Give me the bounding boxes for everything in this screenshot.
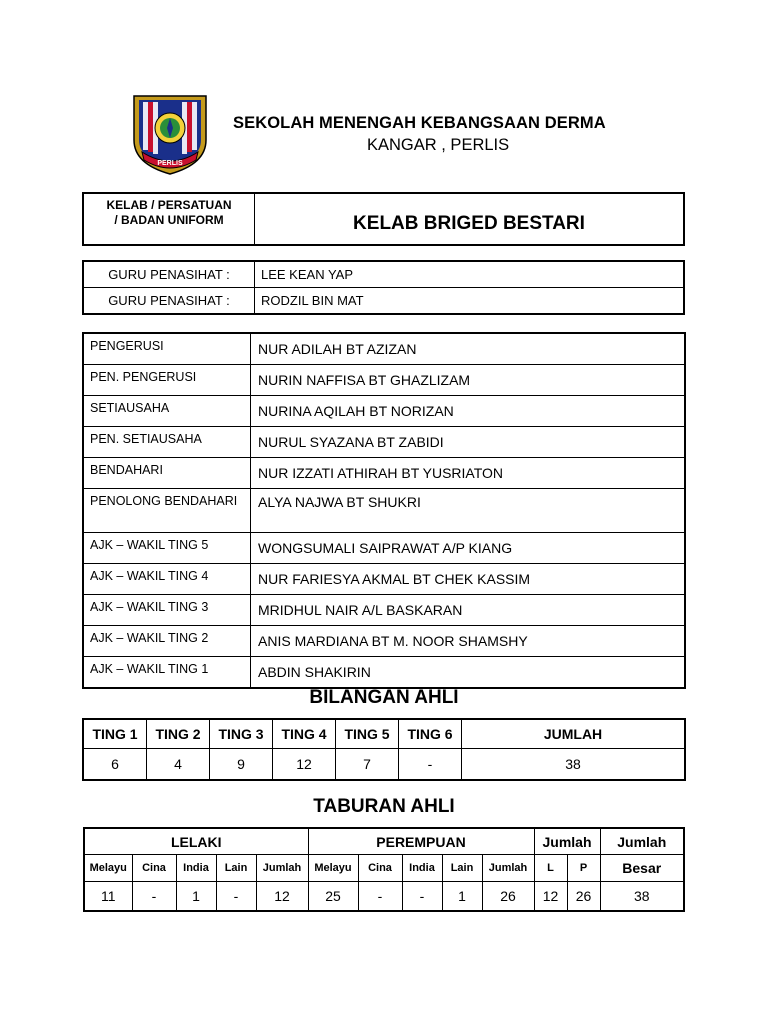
count-value: 7: [336, 749, 399, 781]
dist-value: 1: [442, 882, 482, 912]
committee-position: PENGERUSI: [83, 333, 251, 365]
group-female: PEREMPUAN: [308, 828, 534, 855]
committee-row: [83, 365, 685, 396]
dist-value: 26: [482, 882, 534, 912]
committee-member-name: WONGSUMALI SAIPRAWAT A/P KIANG: [251, 533, 686, 564]
advisor-role: GURU PENASIHAT :: [83, 261, 255, 288]
dist-subheader: L: [534, 855, 567, 882]
count-value: 4: [147, 749, 210, 781]
dist-value: 1: [176, 882, 216, 912]
committee-member-name: NUR FARIESYA AKMAL BT CHEK KASSIM: [251, 564, 686, 595]
committee-position: AJK – WAKIL TING 1: [83, 657, 251, 689]
group-total: Jumlah: [534, 828, 600, 855]
advisor-name: RODZIL BIN MAT: [255, 288, 685, 315]
dist-subheader: Besar: [600, 855, 684, 882]
dist-subheader: Jumlah: [256, 855, 308, 882]
committee-row: [83, 595, 685, 626]
committee-position: AJK – WAKIL TING 3: [83, 595, 251, 626]
dist-value: 38: [600, 882, 684, 912]
dist-value: -: [402, 882, 442, 912]
count-value: 6: [83, 749, 147, 781]
committee-position: AJK – WAKIL TING 4: [83, 564, 251, 595]
club-table: [82, 192, 685, 246]
dist-value: 26: [567, 882, 600, 912]
dist-value: 12: [534, 882, 567, 912]
committee-member-name: NURUL SYAZANA BT ZABIDI: [251, 427, 686, 458]
dist-subheader: Jumlah: [482, 855, 534, 882]
committee-row: [83, 396, 685, 427]
count-header: TING 3: [210, 719, 273, 749]
committee-row: [83, 533, 685, 564]
advisor-row: [83, 261, 684, 288]
dist-value: -: [358, 882, 402, 912]
committee-position: PEN. SETIAUSAHA: [83, 427, 251, 458]
logo-text: PERLIS: [157, 160, 183, 167]
member-count-value-row: [83, 749, 685, 781]
group-grand-total: Jumlah: [600, 828, 684, 855]
dist-subheader: India: [402, 855, 442, 882]
dist-subheader: Melayu: [84, 855, 132, 882]
committee-member-name: MRIDHUL NAIR A/L BASKARAN: [251, 595, 686, 626]
committee-position: PEN. PENGERUSI: [83, 365, 251, 396]
committee-member-name: ALYA NAJWA BT SHUKRI: [251, 489, 686, 533]
club-name: KELAB BRIGED BESTARI: [255, 193, 685, 245]
school-name: SEKOLAH MENENGAH KEBANGSAAN DERMA: [233, 114, 606, 132]
distribution-table: [83, 827, 685, 912]
member-count-header-row: [83, 719, 685, 749]
count-header-total: JUMLAH: [462, 719, 686, 749]
count-header: TING 4: [273, 719, 336, 749]
dist-subheader: Melayu: [308, 855, 358, 882]
dist-value: -: [216, 882, 256, 912]
dist-subheader: Lain: [442, 855, 482, 882]
committee-member-name: ANIS MARDIANA BT M. NOOR SHAMSHY: [251, 626, 686, 657]
club-label-line2: / BADAN UNIFORM: [114, 213, 224, 227]
distribution-subheader-row: [84, 855, 684, 882]
member-count-table: [82, 718, 686, 781]
committee-position: AJK – WAKIL TING 2: [83, 626, 251, 657]
member-count-heading: BILANGAN AHLI: [309, 687, 459, 708]
dist-value: 12: [256, 882, 308, 912]
dist-value: -: [132, 882, 176, 912]
committee-row: [83, 333, 685, 365]
committee-row: [83, 427, 685, 458]
committee-position: PENOLONG BENDAHARI: [83, 489, 251, 533]
dist-subheader: P: [567, 855, 600, 882]
committee-row: [83, 564, 685, 595]
dist-value: 25: [308, 882, 358, 912]
committee-member-name: NUR IZZATI ATHIRAH BT YUSRIATON: [251, 458, 686, 489]
club-label-line1: KELAB / PERSATUAN: [106, 198, 232, 212]
committee-row: [83, 489, 685, 533]
count-header: TING 2: [147, 719, 210, 749]
committee-member-name: NURINA AQILAH BT NORIZAN: [251, 396, 686, 427]
dist-subheader: Cina: [358, 855, 402, 882]
count-header: TING 6: [399, 719, 462, 749]
advisor-row: [83, 288, 684, 315]
distribution-value-row: [84, 882, 684, 912]
dist-subheader: India: [176, 855, 216, 882]
dist-subheader: Lain: [216, 855, 256, 882]
count-value-total: 38: [462, 749, 686, 781]
distribution-group-row: [84, 828, 684, 855]
committee-member-name: NURIN NAFFISA BT GHAZLIZAM: [251, 365, 686, 396]
school-crest-logo: [128, 90, 212, 176]
advisor-name: LEE KEAN YAP: [255, 261, 685, 288]
count-value: -: [399, 749, 462, 781]
group-male: LELAKI: [84, 828, 308, 855]
committee-member-name: ABDIN SHAKIRIN: [251, 657, 686, 689]
committee-row: [83, 657, 685, 689]
committee-table: [82, 332, 686, 689]
count-value: 12: [273, 749, 336, 781]
advisor-table: [82, 260, 685, 315]
committee-position: AJK – WAKIL TING 5: [83, 533, 251, 564]
dist-subheader: Cina: [132, 855, 176, 882]
committee-row: [83, 458, 685, 489]
committee-row: [83, 626, 685, 657]
committee-position: SETIAUSAHA: [83, 396, 251, 427]
count-header: TING 5: [336, 719, 399, 749]
count-header: TING 1: [83, 719, 147, 749]
committee-position: BENDAHARI: [83, 458, 251, 489]
dist-value: 11: [84, 882, 132, 912]
committee-member-name: NUR ADILAH BT AZIZAN: [251, 333, 686, 365]
school-location: KANGAR , PERLIS: [367, 136, 510, 154]
count-value: 9: [210, 749, 273, 781]
distribution-heading: TABURAN AHLI: [313, 796, 455, 817]
club-label-cell: [83, 193, 255, 245]
advisor-role: GURU PENASIHAT :: [83, 288, 255, 315]
